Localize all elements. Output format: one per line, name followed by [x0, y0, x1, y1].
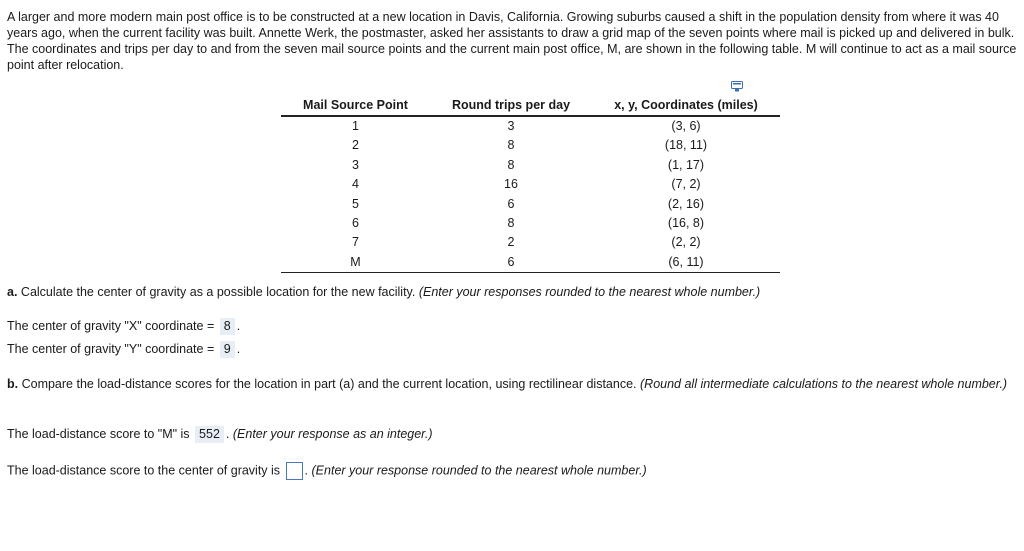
cell-point: 7 [352, 235, 359, 250]
cell-trips: 6 [507, 196, 515, 211]
part-b-text: Compare the load-distance scores for the location in part (a) and the current location, using rectilinear distance. [21, 377, 637, 391]
ld-m-suffix: . [225, 427, 230, 441]
cog-y-answer[interactable]: 9 [220, 341, 235, 358]
ld-cog-hint: (Enter your response rounded to the nearest whole number.) [311, 463, 647, 478]
cell-point: M [281, 253, 430, 273]
header-mail-source-point: Mail Source Point [281, 95, 430, 116]
table-row [281, 233, 780, 252]
ld-m-line [7, 426, 433, 443]
cog-x-answer[interactable]: 8 [220, 318, 235, 335]
cell-coords: (3, 6) [671, 119, 701, 133]
mail-source-table [281, 95, 780, 273]
part-a-hint: (Enter your responses rounded to the nearest whole number.) [418, 285, 761, 299]
cell-coords: (6, 11) [592, 253, 780, 273]
table-row [281, 195, 780, 214]
part-b-label: b. [7, 377, 19, 391]
table-row [281, 156, 780, 175]
ld-cog-suffix: . [304, 463, 309, 478]
cell-coords: (18, 11) [664, 138, 708, 153]
part-a-text: Calculate the center of gravity as a possible location for the new facility. [20, 285, 416, 299]
copy-table-icon[interactable] [731, 81, 743, 92]
cog-x-suffix: . [236, 319, 241, 333]
cog-x-prefix: The center of gravity "X" coordinate = [7, 319, 215, 333]
ld-m-hint: (Enter your response as an integer.) [232, 427, 433, 441]
table-row [281, 214, 780, 233]
cell-point: 4 [352, 177, 359, 192]
part-a-label: a. [7, 285, 18, 299]
cell-point: 3 [352, 157, 359, 172]
cell-coords: (2, 2) [671, 235, 701, 250]
cell-trips: 2 [507, 235, 515, 250]
cell-point: 6 [352, 216, 359, 231]
cell-trips: 6 [430, 253, 592, 273]
ld-m-prefix: The load-distance score to "M" is [7, 427, 190, 441]
cog-x-line [7, 318, 240, 335]
cell-coords: (7, 2) [671, 177, 701, 192]
cell-coords: (2, 16) [667, 196, 705, 211]
cell-trips: 3 [507, 119, 515, 133]
cell-point: 2 [352, 138, 359, 153]
table-header-row [281, 95, 780, 116]
problem-intro: A larger and more modern main post office is to be constructed at a new location in Davis, California. Growing suburbs caused a shift in the population density from where it was 40 years ago, when the current facility was built. Annette Werk, the postmaster, asked her assistants to draw a grid map of the seven points where mail is picked up and delivered in bulk. The coordinates and trips per day to and from the seven mail source points and the current main post office, M, are shown in the following table. M will continue to act as a mail source point after relocation. [7, 10, 1017, 72]
part-b-hint: (Round all intermediate calculations to the nearest whole number.) [640, 377, 1008, 391]
cog-y-line [7, 341, 240, 358]
cell-coords: (1, 17) [667, 157, 705, 172]
cell-trips: 8 [507, 138, 515, 153]
table-row [281, 175, 780, 194]
cell-point: 5 [352, 196, 359, 211]
ld-cog-line [7, 462, 647, 480]
part-b-question [7, 376, 1012, 392]
cog-y-prefix: The center of gravity "Y" coordinate = [7, 342, 215, 356]
table-row [281, 116, 780, 136]
cell-trips: 16 [504, 177, 518, 192]
ld-cog-prefix: The load-distance score to the center of gravity is [7, 463, 281, 478]
table-row [281, 253, 780, 273]
cog-y-suffix: . [236, 342, 241, 356]
ld-cog-input[interactable] [286, 462, 303, 480]
cell-trips: 8 [507, 157, 515, 172]
cell-trips: 8 [507, 216, 515, 231]
table-row [281, 136, 780, 155]
cell-point: 1 [352, 119, 359, 133]
cell-coords: (16, 8) [667, 216, 705, 231]
header-coordinates: x, y, Coordinates (miles) [592, 95, 780, 116]
ld-m-answer[interactable]: 552 [195, 426, 224, 443]
header-round-trips: Round trips per day [430, 95, 592, 116]
part-a-question [7, 285, 760, 299]
